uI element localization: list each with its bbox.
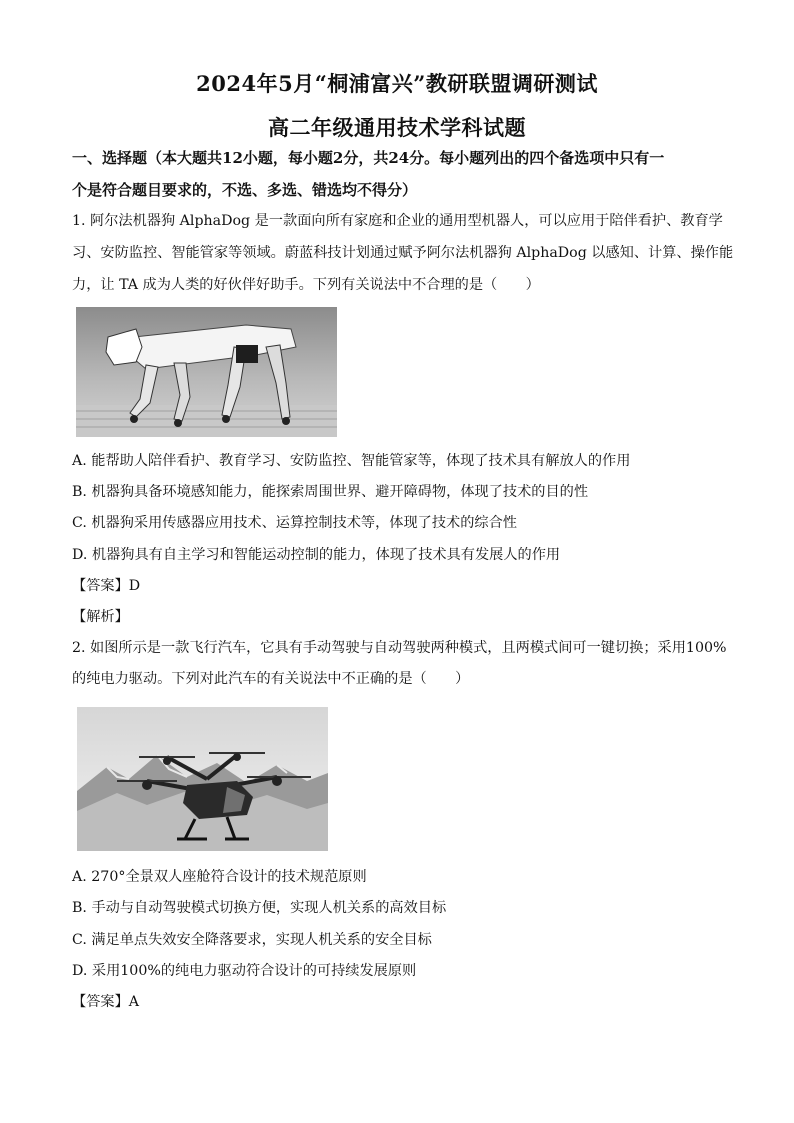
q1-option-d: D. 机器狗具有自主学习和智能运动控制的能力，体现了技术具有发展人的作用 [72,547,561,563]
q1-analysis: 【解析】 [72,609,129,625]
section-heading-line-1: 一、选择题（本大题共12小题，每小题2分，共24分。每小题列出的四个备选项中只有一 [72,149,665,167]
section-heading-line-2: 个是符合题目要求的，不选、多选、错选均不得分） [72,181,418,199]
q2-option-c: C. 满足单点失效安全降落要求，实现人机关系的安全目标 [72,932,432,948]
q1-stem-line-1: 1. 阿尔法机器狗 AlphaDog 是一款面向所有家庭和企业的通用型机器人，可以应用于陪伴看护、教育学 [72,213,723,229]
q1-answer: 【答案】D [72,578,141,594]
q2-option-d: D. 采用100%的纯电力驱动符合设计的可持续发展原则 [72,963,417,979]
q2-option-b: B. 手动与自动驾驶模式切换方便，实现人机关系的高效目标 [72,900,447,916]
q2-stem-line-1: 2. 如图所示是一款飞行汽车，它具有手动驾驶与自动驾驶两种模式，且两模式间可一键切换；采用100% [72,640,727,656]
q2-answer: 【答案】A [72,994,139,1010]
q1-stem-line-3: 力，让 TA 成为人类的好伙伴好助手。下列有关说法中不合理的是（ ） [72,277,540,293]
q2-option-a: A. 270°全景双人座舱符合设计的技术规范原则 [72,869,367,885]
robot-dog-photo [76,307,337,437]
exam-title: 2024年5月“桐浦富兴”教研联盟调研测试 [196,71,598,96]
q1-option-c: C. 机器狗采用传感器应用技术、运算控制技术等，体现了技术的综合性 [72,515,517,531]
q1-option-a: A. 能帮助人陪伴看护、教育学习、安防监控、智能管家等，体现了技术具有解放人的作用 [72,453,631,469]
q1-option-b: B. 机器狗具备环境感知能力，能探索周围世界、避开障碍物，体现了技术的目的性 [72,484,589,500]
exam-subtitle: 高二年级通用技术学科试题 [268,115,526,140]
q2-stem-line-2: 的纯电力驱动。下列对此汽车的有关说法中不正确的是（ ） [72,671,470,687]
flying-car-photo [77,707,328,851]
q1-stem-line-2: 习、安防监控、智能管家等领域。蔚蓝科技计划通过赋予阿尔法机器狗 AlphaDog 以感知、计算、操作能 [72,245,734,261]
